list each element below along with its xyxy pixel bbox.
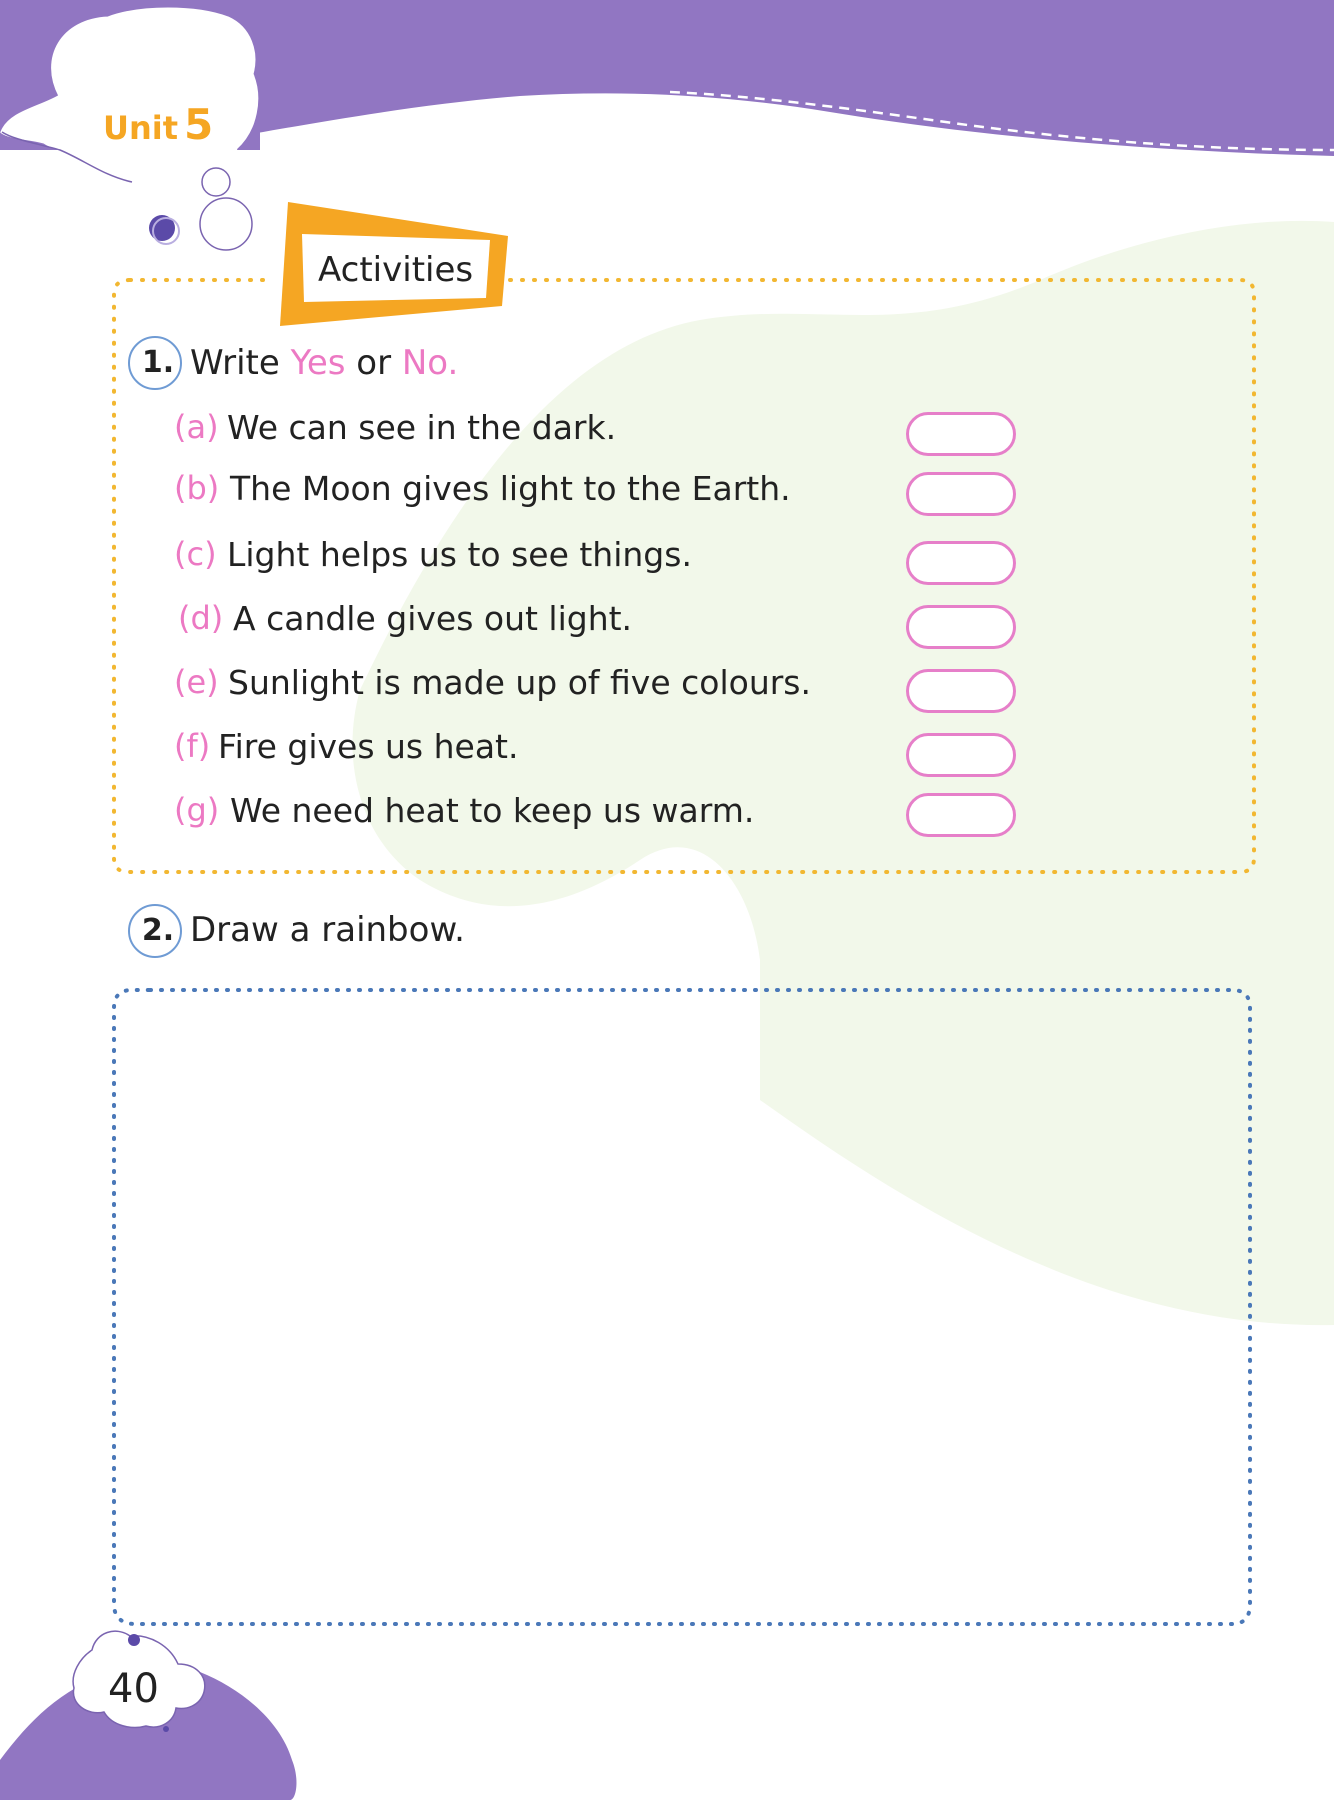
item-text-d: A candle gives out light. <box>233 599 633 638</box>
answer-box-a[interactable] <box>906 412 1016 456</box>
unit-word: Unit <box>103 109 179 147</box>
item-letter-f: (f) <box>174 727 211 765</box>
footer-dot-small <box>163 1726 169 1732</box>
footer-dot <box>128 1634 140 1646</box>
item-letter-a: (a) <box>174 408 219 446</box>
question-1-instruction <box>190 343 458 383</box>
item-text-c: Light helps us to see things. <box>227 535 692 574</box>
answer-box-f[interactable] <box>906 733 1016 777</box>
item-letter-g: (g) <box>174 791 220 829</box>
item-letter-e: (e) <box>174 663 219 701</box>
item-text-f: Fire gives us heat. <box>218 727 519 766</box>
instruction-yes: Yes <box>290 343 346 383</box>
item-letter-c: (c) <box>174 535 217 573</box>
instruction-no: No. <box>401 343 459 383</box>
item-text-e: Sunlight is made up of five colours. <box>228 663 811 702</box>
item-letter-b: (b) <box>174 469 220 507</box>
answer-box-e[interactable] <box>906 669 1016 713</box>
activities-tab-label: Activities <box>318 250 474 290</box>
bubble-small <box>202 168 230 196</box>
question-2-instruction: Draw a rainbow. <box>190 910 465 950</box>
bubble-circle <box>200 198 252 250</box>
question-2-number: 2. <box>128 904 182 958</box>
item-text-g: We need heat to keep us warm. <box>230 791 755 830</box>
answer-box-g[interactable] <box>906 793 1016 837</box>
instruction-or: or <box>356 343 392 383</box>
answer-box-d[interactable] <box>906 605 1016 649</box>
item-text-b: The Moon gives light to the Earth. <box>230 469 791 508</box>
unit-label <box>103 100 213 149</box>
rainbow-drawing-area[interactable] <box>112 990 1252 1622</box>
page-number: 40 <box>108 1666 159 1712</box>
question-1-number: 1. <box>128 336 182 390</box>
unit-number: 5 <box>184 100 214 149</box>
item-text-a: We can see in the dark. <box>227 408 617 447</box>
answer-box-b[interactable] <box>906 472 1016 516</box>
answer-box-c[interactable] <box>906 541 1016 585</box>
instruction-prefix: Write <box>190 343 280 383</box>
item-letter-d: (d) <box>178 599 224 637</box>
